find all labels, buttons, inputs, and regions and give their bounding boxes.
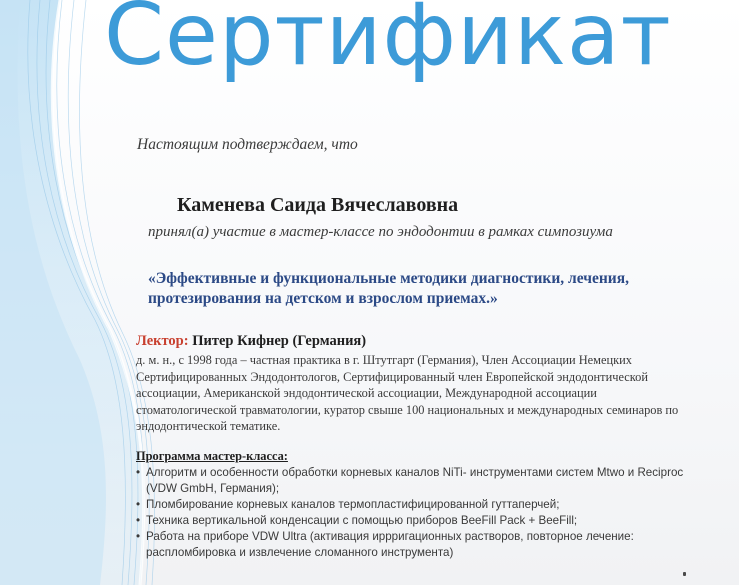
bullet-icon: • bbox=[136, 498, 141, 511]
list-item bbox=[136, 529, 696, 561]
scan-speck bbox=[683, 572, 686, 576]
bullet-icon: • bbox=[136, 466, 141, 479]
bullet-icon: • bbox=[136, 514, 141, 527]
list-item bbox=[136, 497, 696, 513]
recipient-name: Каменева Саида Вячеславовна bbox=[177, 194, 459, 216]
lecturer-name: Питер Кифнер (Германия) bbox=[192, 333, 367, 349]
list-item bbox=[136, 513, 696, 529]
program-item-text: Алгоритм и особенности обработки корневых каналов NiTi- инструментами систем Mtwo и Reciproc (VDW GmbH, Германия); bbox=[146, 466, 684, 495]
symposium-topic: «Эффективные и функциональные методики диагностики, лечения, протезирования на детском и взрослом приемах.» bbox=[148, 270, 629, 307]
program-title: Программа мастер-класса: bbox=[136, 449, 288, 463]
program-item-text: Техника вертикальной конденсации с помощью приборов BeeFill Pack + BeeFill; bbox=[146, 514, 578, 527]
participation-text: принял(а) участие в мастер-классе по эндодонтии в рамках симпозиума bbox=[148, 224, 613, 240]
lecturer-line bbox=[136, 333, 366, 350]
program-item-text: Работа на приборе VDW Ultra (активация иррригационных растворов, повторное лечение: распломбировка и извлечение сломанного инструмента) bbox=[146, 530, 634, 559]
intro-text: Настоящим подтверждаем, что bbox=[137, 136, 358, 153]
bullet-icon: • bbox=[136, 530, 141, 543]
lecturer-bio: д. м. н., с 1998 года – частная практика в г. Штутгарт (Германия), Член Ассоциации Немецких Сертифицированных Эндодонтологов, Сертифицированный член Европейской эндодонтической ассоциации, Американской эндодонтической ассоциации, Международной ассоциации стоматологической травматологии, куратор свыше 100 национальных и международных семинаров по эндодонтической тематике. bbox=[136, 353, 679, 434]
certificate-title: Сертификат bbox=[104, 0, 672, 85]
program-list bbox=[136, 465, 696, 561]
list-item bbox=[136, 465, 696, 497]
lecturer-label: Лектор: bbox=[136, 333, 189, 349]
program-item-text: Пломбирование корневых каналов термопластифицированной гуттаперчей; bbox=[146, 498, 560, 511]
